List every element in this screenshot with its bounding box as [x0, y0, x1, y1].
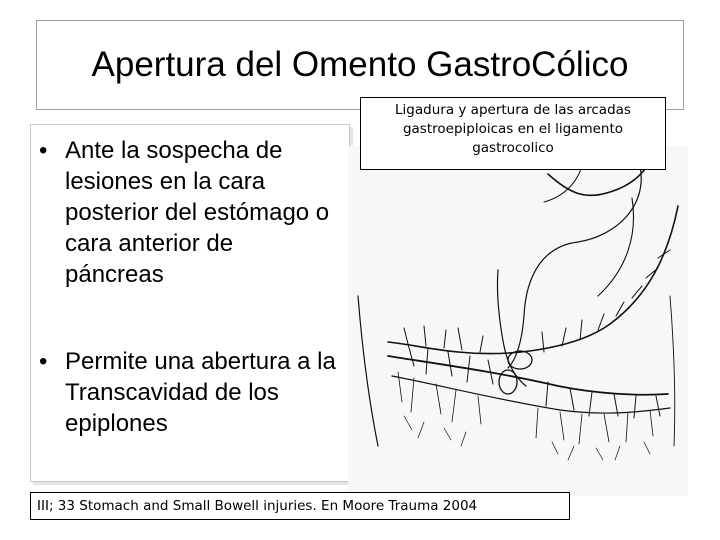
bullet-item — [39, 346, 337, 439]
colon-outline — [388, 356, 668, 395]
reference-text: III; 33 Stomach and Small Bowell injuries. En Moore Trauma 2004 — [37, 498, 478, 514]
caption-line: gastroepiploicas en el ligamento — [402, 121, 624, 137]
bullet-text: Ante la sospecha de lesiones en la cara posterior del estómago o cara anterior de páncreas — [65, 137, 330, 288]
bullet-marker: • — [39, 348, 48, 375]
bullet-text: Permite una abertura a la Transcavidad de los epiplones — [65, 348, 336, 437]
caption-line: Ligadura y apertura de las arcadas — [395, 102, 631, 118]
bullet-item — [39, 135, 337, 290]
image-caption — [360, 97, 666, 170]
anatomy-illustration — [348, 146, 688, 496]
reference-citation — [30, 492, 570, 520]
stomach-greater-curvature — [388, 206, 678, 354]
bullet-list — [30, 124, 350, 482]
slide-title: Apertura del Omento GastroCólico — [91, 45, 629, 84]
anatomy-drawing — [348, 146, 688, 496]
suture-knot — [508, 351, 532, 369]
caption-line: gastrocolico — [472, 140, 554, 156]
bullet-marker: • — [39, 137, 48, 164]
